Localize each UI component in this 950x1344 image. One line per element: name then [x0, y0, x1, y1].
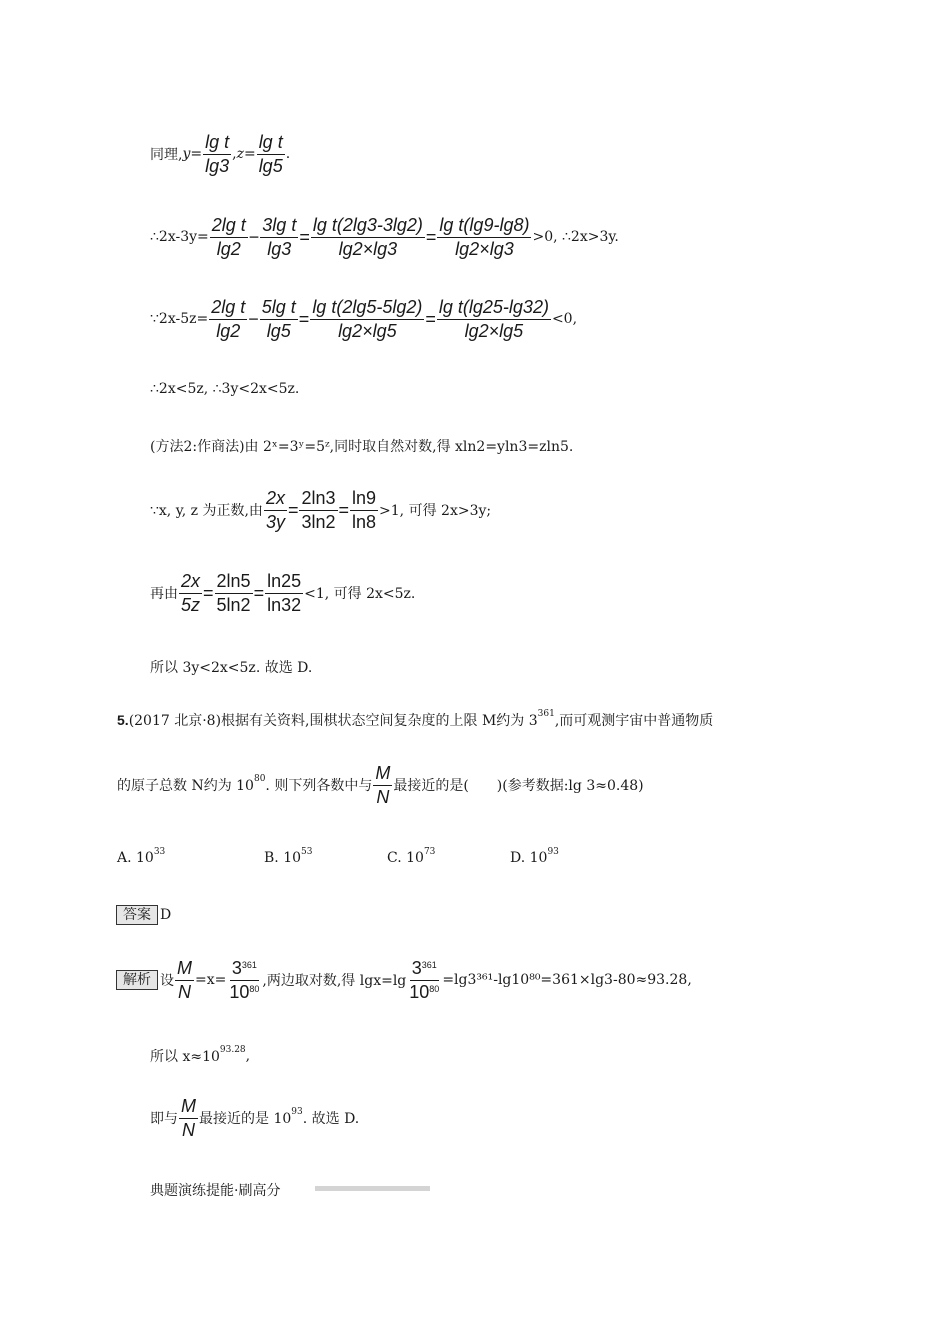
- fraction: $\frac{\text{lg t(lg9-lg8)}}{\lg 2\times\lg 3}$: [439, 215, 530, 259]
- fraction: $\frac{\text{5lg t}}{\lg 5}$: [261, 297, 296, 341]
- analysis-label: 解析: [116, 970, 158, 990]
- fraction: $\frac{\text{lg t}}{\lg 3}$: [205, 132, 230, 176]
- option-c: C. 10 73: [387, 847, 436, 866]
- line-tongli: 同理, y= $\frac{\text{lg t}}{\lg 3}$ , z= $\frac{\text{lg t}}{\lg 5}$ .: [150, 132, 291, 176]
- fraction: $\frac{M}{N}$: [177, 958, 192, 1002]
- line-positive: ∵x, y, z 为正数,由 $\frac{2x}{3y}$ = $\frac{2\ln 3}{3\ln 2}$ = $\frac{\ln 9}{\ln 8}$ >1, 可得 2x>3y;: [150, 488, 492, 532]
- line-zaiyou: 再由 $\frac{2x}{5z}$ = $\frac{2\ln 5}{5\ln 2}$ = $\frac{\ln 25}{\ln 32}$ <1, 可得 2x<5z.: [150, 571, 416, 615]
- fraction: $\frac{\text{2lg t}}{\lg 2}$: [211, 215, 246, 259]
- fraction: $\frac{3^{361}}{10^{80}}$: [229, 958, 260, 1002]
- fraction: $\frac{\text{lg t(2lg3-3lg2)}}{\lg 2\times\lg 3}$: [312, 215, 423, 259]
- answer-row: [116, 905, 171, 925]
- question-5-line-2: 的原子总数 N约为 10 80 . 则下列各数中与 $\frac{M}{N}$ 最接近的是( )(参考数据:lg 3≈0.48): [117, 763, 644, 807]
- fraction: $\frac{\text{lg t}}{\lg 5}$: [258, 132, 283, 176]
- fraction: $\frac{M}{N}$: [375, 763, 391, 807]
- fraction: $\frac{2\ln 3}{3\ln 2}$: [301, 488, 336, 532]
- analysis-line-2: 所以 x≈10 93.28 ,: [150, 1045, 251, 1065]
- section-divider: [315, 1186, 430, 1191]
- line-method-2: (方法2:作商法)由 2ˣ=3ʸ=5ᶻ,同时取自然对数,得 xln2=yln3=zln5.: [150, 439, 574, 455]
- option-b: B. 10 53: [264, 847, 313, 866]
- question-5-line-1: 5. (2017 北京·8)根据有关资料,围棋状态空间复杂度的上限 M约为 3 361 ,而可观测宇宙中普通物质: [117, 709, 714, 729]
- fraction: $\frac{\text{lg t(2lg5-5lg2)}}{\lg 2\times\lg 5}$: [312, 297, 423, 341]
- answer-label: 答案: [116, 905, 158, 925]
- analysis-row: 解析 设 $\frac{M}{N}$ =x= $\frac{3^{361}}{10^{80}}$ ,两边取对数,得 lgx=lg $\frac{3^{361}}{10^{80}}$ =lg3³⁶¹-lg10⁸⁰=361×lg3-80≈93.28,: [116, 958, 692, 1002]
- question-number: 5.: [117, 712, 129, 728]
- fraction: $\frac{\ln 9}{\ln 8}$: [352, 488, 377, 532]
- line-2x-3y: ∴2x-3y= $\frac{\text{2lg t}}{\lg 2}$ − $\frac{\text{3lg t}}{\lg 3}$ = $\frac{\text{lg t(2lg3-3lg2)}}{\lg 2\times\lg 3}$ = $\frac{\text{lg t(lg9-lg8)}}{\lg 2\times\lg 3}$ >0, ∴2x>3y.: [150, 215, 619, 259]
- line-conclusion-1: ∴2x<5z, ∴3y<2x<5z.: [150, 381, 300, 397]
- fraction: $\frac{M}{N}$: [181, 1096, 196, 1140]
- fraction: $\frac{\text{lg t(lg25-lg32)}}{\lg 2\times\lg 5}$: [438, 297, 549, 341]
- answer-value: D: [160, 907, 172, 923]
- section-heading: 典题演练提能·刷高分: [150, 1183, 281, 1199]
- analysis-line-3: 即与 $\frac{M}{N}$ 最接近的是 10 93 . 故选 D.: [150, 1096, 360, 1140]
- option-d: D. 10 93: [510, 847, 559, 866]
- fraction: $\frac{\text{3lg t}}{\lg 3}$: [262, 215, 297, 259]
- fraction: $\frac{\text{2lg t}}{\lg 2}$: [211, 297, 246, 341]
- fraction: $\frac{\ln 25}{\ln 32}$: [267, 571, 302, 615]
- fraction: $\frac{2\ln 5}{5\ln 2}$: [216, 571, 251, 615]
- fraction: $\frac{2x}{3y}$: [265, 488, 285, 532]
- fraction: $\frac{2x}{5z}$: [181, 571, 201, 615]
- option-a: A. 10 33: [117, 847, 166, 866]
- fraction: $\frac{3^{361}}{10^{80}}$: [409, 958, 440, 1002]
- line-conclusion-2: 所以 3y<2x<5z. 故选 D.: [150, 660, 313, 676]
- line-2x-5z: ∵2x-5z= $\frac{\text{2lg t}}{\lg 2}$ − $\frac{\text{5lg t}}{\lg 5}$ = $\frac{\text{lg t(2lg5-5lg2)}}{\lg 2\times\lg 5}$ = $\frac{\text{lg t(lg25-lg32)}}{\lg 2\times\lg 5}$ <0,: [150, 297, 578, 341]
